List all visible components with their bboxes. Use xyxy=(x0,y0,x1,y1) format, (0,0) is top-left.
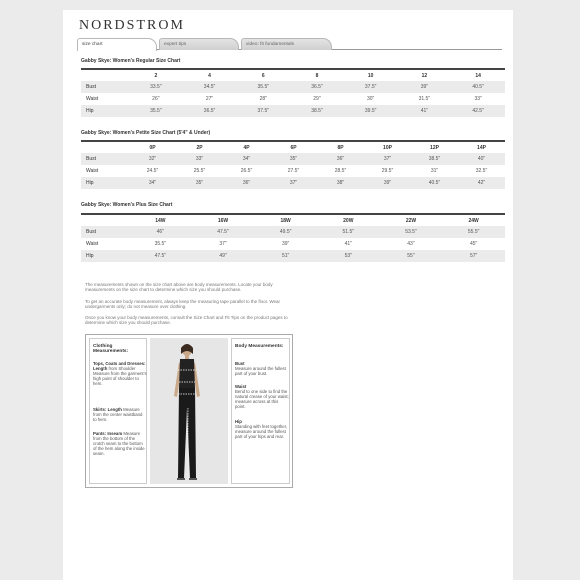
size-header: 2 xyxy=(154,72,158,79)
table-cell: 26.5" xyxy=(240,168,253,174)
clothing-measurements-title: Clothing Measurements: xyxy=(93,344,129,354)
measurement-diagram xyxy=(85,334,293,488)
table-cell: 53.5" xyxy=(405,229,417,235)
size-header: 2P xyxy=(196,144,203,151)
table-cell: 24.5" xyxy=(146,168,159,174)
table-cell: 47.5" xyxy=(217,229,229,235)
size-header: 14 xyxy=(475,72,481,79)
table-cell: 49" xyxy=(219,253,227,259)
table-cell: 40.5" xyxy=(428,180,441,186)
table-cell: 40.5" xyxy=(472,84,484,90)
table-cell: 35" xyxy=(195,180,204,186)
table-cell: 30" xyxy=(366,96,375,102)
table-cell: 40" xyxy=(477,156,486,162)
table-cell: 57" xyxy=(469,253,478,259)
table-cell: 43" xyxy=(407,241,415,247)
table-row xyxy=(81,250,505,262)
info-paragraph: To get an accurate body measurement, always keep the measuring tape parallel to the floor. Wear undergarments only; do not measure over clothing. xyxy=(85,299,281,310)
table-cell: 33" xyxy=(195,156,204,162)
row-label: Hip xyxy=(86,108,94,114)
clothing-note: Tops, Coats and Dresses: Length from Shoulder Measure from the garment's high point of shoulder to hem. xyxy=(93,361,147,386)
table-header-row xyxy=(81,141,505,153)
table-cell: 35.5" xyxy=(154,241,167,247)
table-cell: 36.5" xyxy=(311,84,323,90)
size-header: 24W xyxy=(468,217,479,224)
table-cell: 32.5" xyxy=(475,168,488,174)
table-cell: 39" xyxy=(281,241,290,247)
row-label: Waist xyxy=(86,168,99,174)
table-cell: 51" xyxy=(281,253,290,259)
info-paragraph: The measurements shown on the size chart above are body measurements. Locate your body measurements on the size chart to determine which size you should purchase. xyxy=(85,282,273,293)
size-header: 4P xyxy=(243,144,250,151)
size-header: 4 xyxy=(208,72,211,79)
table-cell: 37" xyxy=(219,241,227,247)
table-row xyxy=(81,93,505,105)
size-header: 18W xyxy=(280,217,291,224)
clothing-note: Skirts: Length Measure from the center waistband to hem. xyxy=(93,407,143,422)
regular-chart-title: Gabby Skye: Women's Regular Size Chart xyxy=(81,58,181,64)
table-cell: 55" xyxy=(407,253,415,259)
table-cell: 26" xyxy=(152,96,160,102)
clothing-measurements-panel xyxy=(89,338,147,484)
table-cell: 35.5" xyxy=(150,108,162,114)
table-row xyxy=(81,238,505,250)
table-cell: 34" xyxy=(242,156,251,162)
brand-logo: NORDSTROM xyxy=(79,18,185,33)
row-label: Hip xyxy=(86,253,94,259)
table-cell: 46" xyxy=(156,229,164,235)
table-cell: 41" xyxy=(420,108,429,114)
model-silhouette-icon xyxy=(150,338,228,484)
size-header: 14W xyxy=(155,217,166,224)
regular-size-table xyxy=(81,68,505,117)
size-header: 16W xyxy=(217,217,229,224)
plus-size-table xyxy=(81,213,505,262)
clothing-note: Pants: Inseam Measure from the bottom of the crotch seam to the bottom of the hem along the inside seam. xyxy=(93,431,145,456)
body-note: Hip Standing with feet together, measure around the fullest part of your hips and rear. xyxy=(235,419,288,439)
size-header: 12 xyxy=(421,72,428,79)
table-cell: 31.5" xyxy=(418,96,431,102)
size-header: 10P xyxy=(383,144,392,151)
size-header: 14P xyxy=(477,144,486,151)
table-cell: 39" xyxy=(420,84,429,90)
table-cell: 36" xyxy=(336,156,345,162)
table-row xyxy=(81,153,505,165)
row-label: Waist xyxy=(86,96,99,102)
table-row xyxy=(81,165,505,177)
table-cell: 39.5" xyxy=(364,108,377,114)
size-header: 10 xyxy=(367,72,374,79)
table-cell: 47.5" xyxy=(154,253,167,259)
size-header: 12P xyxy=(430,144,439,151)
tab-bar xyxy=(77,38,502,50)
table-cell: 42" xyxy=(477,180,486,186)
table-cell: 29.5" xyxy=(381,168,394,174)
table-cell: 45" xyxy=(469,241,478,247)
table-cell: 33.5" xyxy=(150,84,162,90)
row-label: Bust xyxy=(86,229,97,235)
tab-size-chart[interactable]: size chart xyxy=(77,38,157,51)
table-cell: 25.5" xyxy=(193,168,206,174)
table-header-row xyxy=(81,69,505,81)
table-cell: 27.5" xyxy=(287,168,300,174)
table-cell: 37" xyxy=(289,180,298,186)
table-cell: 34" xyxy=(148,180,157,186)
table-cell: 36" xyxy=(242,180,251,186)
table-row xyxy=(81,226,505,238)
table-cell: 53" xyxy=(344,253,352,259)
plus-chart-title: Gabby Skye: Women's Plus Size Chart xyxy=(81,202,173,208)
size-header: 6P xyxy=(290,144,297,151)
row-label: Bust xyxy=(86,156,97,162)
row-label: Bust xyxy=(86,84,97,90)
table-cell: 36.5" xyxy=(203,108,216,114)
size-header: 6 xyxy=(261,72,265,79)
body-note: Waist Bend to one side to find the natural crease of your waist; measure across at this point. xyxy=(235,384,289,409)
table-cell: 35" xyxy=(289,156,298,162)
table-row xyxy=(81,105,505,117)
table-cell: 37.5" xyxy=(364,84,377,90)
table-cell: 39" xyxy=(383,180,392,186)
table-row xyxy=(81,177,505,189)
table-cell: 32" xyxy=(148,156,157,162)
model-figure xyxy=(150,338,228,484)
petite-chart-title: Gabby Skye: Women's Petite Size Chart (5'4" & Under) xyxy=(81,130,211,136)
info-paragraph: Once you know your body measurements, consult the Size Chart and Fit Tips on the product pages to determine which size you should purchase. xyxy=(85,315,288,326)
size-header: 22W xyxy=(405,217,417,224)
size-header: 8P xyxy=(337,144,344,151)
size-header: 20W xyxy=(343,217,354,224)
table-cell: 31" xyxy=(430,168,439,174)
table-cell: 55.5" xyxy=(467,229,480,235)
table-header-row xyxy=(81,214,505,226)
table-cell: 27" xyxy=(205,96,214,102)
body-measurements-title: Body Measurements: xyxy=(235,344,284,349)
table-cell: 38.5" xyxy=(311,108,323,114)
size-header: 0P xyxy=(149,144,156,151)
table-cell: 29" xyxy=(313,96,321,102)
table-cell: 34.5" xyxy=(203,84,216,90)
table-cell: 42.5" xyxy=(472,108,484,114)
row-label: Hip xyxy=(86,180,94,186)
table-cell: 38" xyxy=(336,180,345,186)
row-label: Waist xyxy=(86,241,99,247)
table-cell: 37" xyxy=(383,156,392,162)
tab-fit-fundamentals-video[interactable]: video: fit fundamentals xyxy=(241,38,332,50)
body-measurements-panel xyxy=(231,338,290,484)
table-cell: 49.5" xyxy=(279,229,292,235)
table-cell: 38.5" xyxy=(428,156,441,162)
table-cell: 35.5" xyxy=(257,84,270,90)
tab-expert-tips[interactable]: expert tips xyxy=(159,38,239,50)
table-row xyxy=(81,81,505,93)
size-header: 8 xyxy=(315,72,319,79)
size-chart-page xyxy=(63,10,513,580)
body-note: Bust Measure around the fullest part of your bust. xyxy=(235,361,286,376)
table-cell: 37.5" xyxy=(257,108,270,114)
table-cell: 28" xyxy=(259,96,267,102)
petite-size-table xyxy=(81,140,505,189)
table-cell: 33" xyxy=(474,96,482,102)
table-cell: 41" xyxy=(344,241,352,247)
table-cell: 28.5" xyxy=(334,168,347,174)
table-cell: 51.5" xyxy=(342,229,355,235)
